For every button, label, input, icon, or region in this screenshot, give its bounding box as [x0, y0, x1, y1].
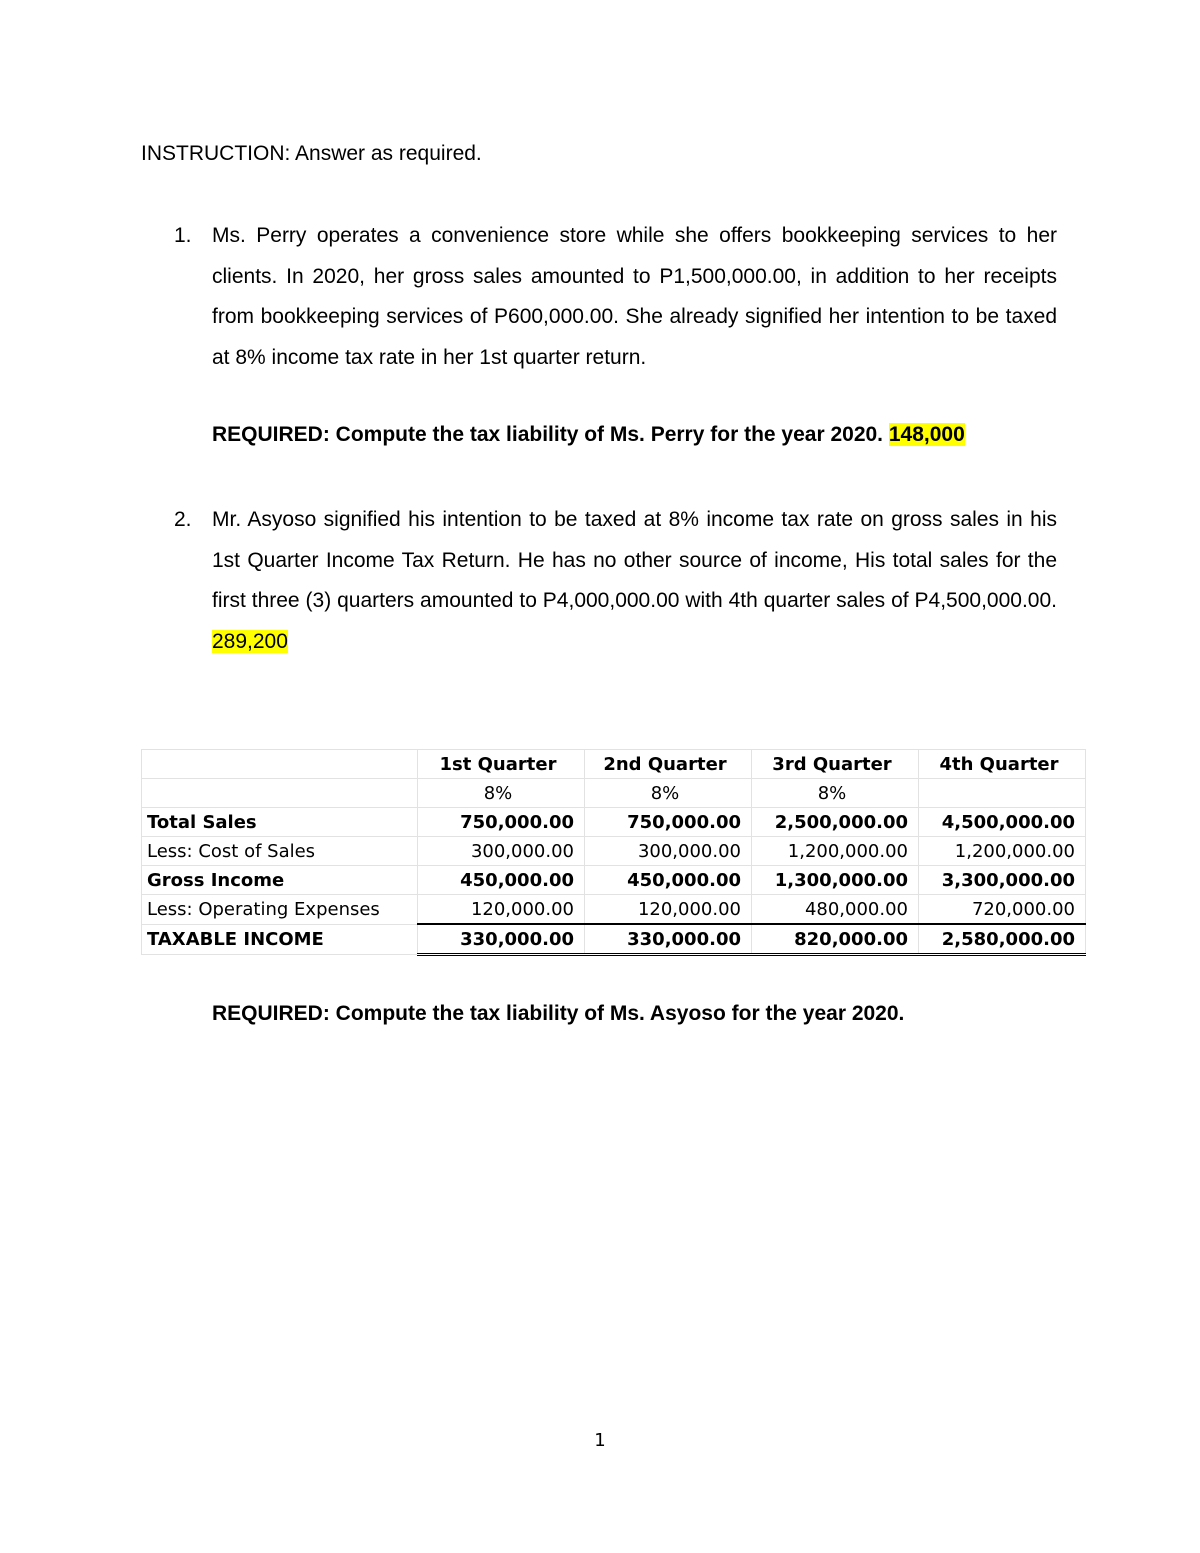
- table-row-label: Total Sales: [142, 808, 418, 837]
- table-row-label: TAXABLE INCOME: [142, 924, 418, 955]
- table-cell: 750,000.00: [418, 808, 585, 837]
- table-row: [142, 866, 1086, 895]
- table-header-cell: 4th Quarter: [919, 750, 1086, 779]
- table-cell: 1,300,000.00: [752, 866, 919, 895]
- required-2: [212, 1002, 904, 1026]
- question-2: [174, 500, 1057, 662]
- table-cell: 8%: [418, 779, 585, 808]
- question-1: [174, 216, 1057, 378]
- table-cell: 330,000.00: [585, 924, 752, 955]
- page-number: 1: [594, 1430, 606, 1451]
- table-cell: 8%: [752, 779, 919, 808]
- table-row-label: Gross Income: [142, 866, 418, 895]
- table-cell: 2,580,000.00: [919, 924, 1086, 955]
- table-rate-row: [142, 779, 1086, 808]
- table-cell: 450,000.00: [585, 866, 752, 895]
- table-row-label: Less: Cost of Sales: [142, 837, 418, 866]
- table-cell: 2,500,000.00: [752, 808, 919, 837]
- question-body: Mr. Asyoso signified his intention to be taxed at 8% income tax rate on gross sales in his 1st Quarter Income Tax Return. He has no other source of income, His total sales for the first three (3) quarters amounted to P4,000,000.00 with 4th quarter sales of P4,500,000.00.: [212, 508, 1057, 612]
- table-header-cell: 3rd Quarter: [752, 750, 919, 779]
- table-row: [142, 837, 1086, 866]
- table-cell: [142, 779, 418, 808]
- instruction-text: Answer as required.: [290, 142, 482, 165]
- question-number: 1.: [174, 224, 192, 247]
- table-row-label: Less: Operating Expenses: [142, 895, 418, 925]
- table-cell: 820,000.00: [752, 924, 919, 955]
- instruction-line: [141, 142, 482, 166]
- question-text: [212, 500, 1057, 662]
- required-1: [212, 423, 965, 447]
- question-text: Ms. Perry operates a convenience store while she offers bookkeeping services to her clients. In 2020, her gross sales amounted to P1,500,000.00, in addition to her receipts from bookkeeping services of P600,000.00. She already signified her intention to be taxed at 8% income tax rate in her 1st quarter return.: [212, 224, 1057, 369]
- table-row: [142, 895, 1086, 925]
- table-header-cell: 2nd Quarter: [585, 750, 752, 779]
- table-header-cell: [142, 750, 418, 779]
- table-cell: 450,000.00: [418, 866, 585, 895]
- table-cell: 1,200,000.00: [919, 837, 1086, 866]
- table-cell: 480,000.00: [752, 895, 919, 925]
- table-total-row: [142, 924, 1086, 955]
- answer-highlight: 148,000: [888, 423, 965, 446]
- table-cell: 330,000.00: [418, 924, 585, 955]
- question-number: 2.: [174, 508, 192, 531]
- table-cell: 120,000.00: [418, 895, 585, 925]
- answer-highlight: 289,200: [212, 629, 288, 653]
- table-header-row: [142, 750, 1086, 779]
- table-row: [142, 808, 1086, 837]
- table-cell: 750,000.00: [585, 808, 752, 837]
- quarterly-income-table: [141, 749, 1086, 956]
- table-cell: 4,500,000.00: [919, 808, 1086, 837]
- table-cell: 1,200,000.00: [752, 837, 919, 866]
- table-cell: 720,000.00: [919, 895, 1086, 925]
- table-cell: [919, 779, 1086, 808]
- required-text: REQUIRED: Compute the tax liability of Ms. Perry for the year 2020.: [212, 423, 884, 446]
- table-cell: 8%: [585, 779, 752, 808]
- table-cell: 3,300,000.00: [919, 866, 1086, 895]
- instruction-label: INSTRUCTION:: [141, 142, 291, 165]
- table-header-cell: 1st Quarter: [418, 750, 585, 779]
- table-cell: 120,000.00: [585, 895, 752, 925]
- table-cell: 300,000.00: [418, 837, 585, 866]
- required-text: REQUIRED: Compute the tax liability of Ms. Asyoso for the year 2020.: [212, 1002, 905, 1025]
- table-cell: 300,000.00: [585, 837, 752, 866]
